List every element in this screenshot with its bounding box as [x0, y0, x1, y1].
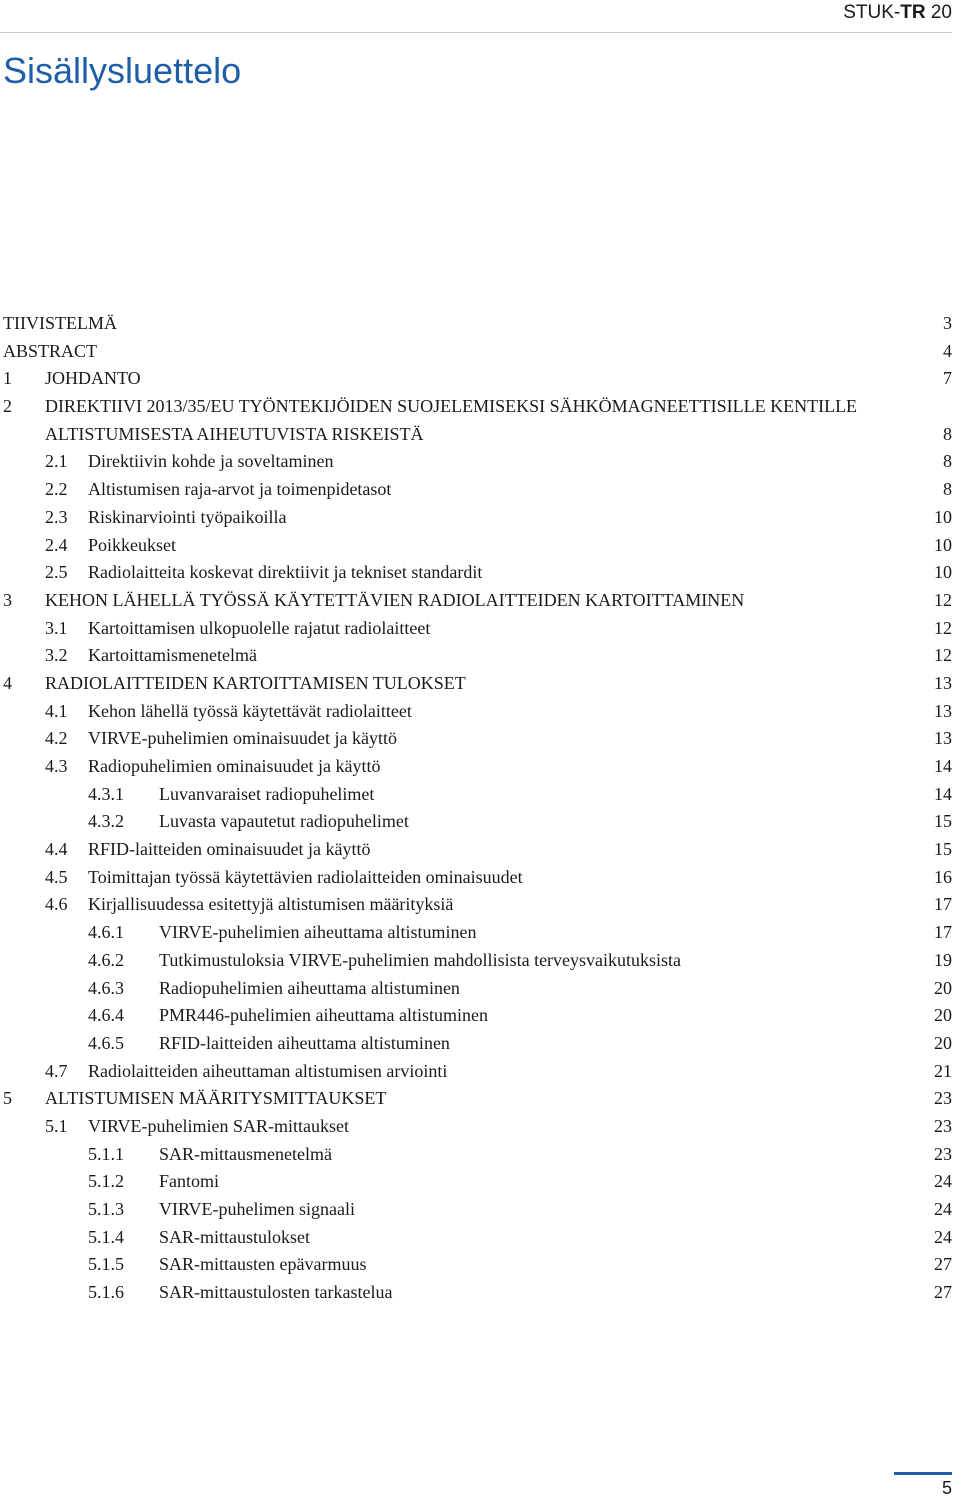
toc-entry-title: Poikkeukset [88, 534, 176, 555]
toc-entry-page: 3 [943, 313, 952, 333]
toc-entry[interactable] [0, 1030, 960, 1058]
toc-entry-page: 17 [934, 922, 952, 943]
toc-entry-page: 20 [934, 1005, 952, 1026]
toc-entry-title: Direktiivin kohde ja soveltaminen [88, 451, 334, 472]
toc-entry-page: 12 [934, 589, 952, 610]
toc-entry-page: 10 [934, 506, 952, 527]
toc-entry-page: 15 [934, 811, 952, 832]
toc-entry[interactable] [0, 947, 960, 975]
toc-entry[interactable] [0, 808, 960, 836]
toc-entry-title: VIRVE-puhelimen signaali [159, 1199, 356, 1220]
toc-entry[interactable] [0, 670, 960, 698]
toc-entry-title: Riskinarviointi työpaikoilla [88, 506, 287, 527]
toc-entry[interactable] [0, 1058, 960, 1086]
toc-entry-number: 4.7 [45, 1060, 68, 1081]
toc-entry-page: 14 [934, 783, 952, 804]
toc-entry-title: Altistumisen raja-arvot ja toimenpidetasot [88, 479, 392, 500]
toc-entry-page: 27 [934, 1282, 952, 1303]
toc-entry-number: 5.1 [45, 1115, 68, 1136]
toc-entry-page: 23 [934, 1115, 952, 1136]
toc-entry[interactable] [0, 975, 960, 1003]
toc-entry-title: Kartoittamisen ulkopuolelle rajatut radiolaitteet [88, 617, 431, 638]
page-number: 5 [941, 1478, 952, 1498]
toc-entry-title: ABSTRACT [3, 340, 98, 361]
toc-entry-number: 4.6.5 [88, 1032, 124, 1053]
toc-entry-page: 7 [943, 368, 952, 389]
toc-entry-title: VIRVE-puhelimien aiheuttama altistuminen [159, 922, 477, 943]
toc-entry-title: SAR-mittausten epävarmuus [159, 1254, 367, 1275]
table-of-contents [0, 310, 960, 1307]
toc-entry-title: Luvasta vapautetut radiopuhelimet [159, 811, 409, 832]
toc-entry-page: 4 [943, 340, 952, 361]
toc-entry-title: Radiopuhelimien aiheuttama altistuminen [159, 977, 460, 998]
toc-entry-title: Kirjallisuudessa esitettyjä altistumisen määrityksiä [88, 894, 454, 915]
toc-entry-number: 5.1.5 [88, 1254, 124, 1275]
toc-entry-number: 5.1.2 [88, 1171, 124, 1192]
toc-entry-title: Radiolaitteiden aiheuttaman altistumisen arviointi [88, 1060, 448, 1081]
toc-entry-title: SAR-mittausmenetelmä [159, 1143, 332, 1164]
toc-entry-title: Luvanvaraiset radiopuhelimet [159, 783, 375, 804]
toc-entry-page: 19 [934, 949, 952, 970]
toc-entry-number: 5.1.1 [88, 1143, 124, 1164]
toc-entry-title: SAR-mittaustulosten tarkastelua [159, 1282, 393, 1303]
toc-entry[interactable] [0, 919, 960, 947]
toc-entry-title: DIREKTIIVI 2013/35/EU TYÖNTEKIJÖIDEN SUOJELEMISEKSI SÄHKÖMAGNEETTISILLE KENTILLE ALTISTUMISESTA AIHEUTUVISTA RISKEISTÄ [45, 396, 858, 444]
toc-entry-number: 3 [3, 589, 12, 610]
toc-entry[interactable] [0, 504, 960, 532]
toc-entry-number: 3.1 [45, 617, 68, 638]
series-number: 20 [925, 2, 952, 23]
toc-entry-page: 21 [934, 1060, 952, 1081]
toc-entry[interactable] [0, 1085, 960, 1113]
toc-entry[interactable] [0, 864, 960, 892]
toc-entry-page: 14 [934, 756, 952, 777]
toc-entry-page: 24 [934, 1199, 952, 1220]
toc-entry[interactable] [0, 836, 960, 864]
toc-entry[interactable] [0, 642, 960, 670]
toc-entry-title: Kehon lähellä työssä käytettävät radiolaitteet [88, 700, 412, 721]
series-prefix: STUK- [843, 2, 901, 23]
toc-entry-page: 24 [934, 1226, 952, 1247]
toc-entry-number: 2.5 [45, 562, 68, 583]
toc-entry-number: 2.4 [45, 534, 68, 555]
toc-entry[interactable] [0, 1168, 960, 1196]
toc-entry-number: 4.6.4 [88, 1005, 124, 1026]
toc-entry-title: ALTISTUMISEN MÄÄRITYSMITTAUKSET [45, 1088, 387, 1109]
toc-entry-page: 23 [934, 1143, 952, 1164]
toc-entry-title: Fantomi [159, 1171, 220, 1192]
toc-entry-page: 8 [943, 451, 952, 472]
toc-entry-title: RFID-laitteiden aiheuttama altistuminen [159, 1032, 450, 1053]
toc-entry[interactable] [0, 725, 960, 753]
series-bold: TR [900, 2, 926, 23]
toc-entry-number: 4.6.2 [88, 949, 124, 970]
toc-entry-title: KEHON LÄHELLÄ TYÖSSÄ KÄYTETTÄVIEN RADIOLAITTEIDEN KARTOITTAMINEN [45, 589, 745, 610]
toc-entry-page: 27 [934, 1254, 952, 1275]
toc-entry-number: 2.3 [45, 506, 68, 527]
toc-entry-number: 2.2 [45, 479, 68, 500]
toc-entry-title: Radiopuhelimien ominaisuudet ja käyttö [88, 756, 381, 777]
toc-entry[interactable] [0, 891, 960, 919]
toc-entry-number: 4.6 [45, 894, 68, 915]
toc-entry-number: 4.3 [45, 756, 68, 777]
toc-entry-title: Tutkimustuloksia VIRVE-puhelimien mahdollisista terveysvaikutuksista [159, 949, 682, 970]
toc-entry[interactable] [0, 1196, 960, 1224]
toc-entry-title: VIRVE-puhelimien ominaisuudet ja käyttö [88, 728, 397, 749]
toc-entry-page: 13 [934, 728, 952, 749]
toc-entry-title: VIRVE-puhelimien SAR-mittaukset [88, 1115, 350, 1136]
toc-entry-page: 10 [934, 534, 952, 555]
toc-entry[interactable] [0, 365, 960, 393]
page-title: Sisällysluettelo [3, 50, 242, 91]
toc-entry[interactable] [0, 532, 960, 560]
header-rule [0, 0, 952, 33]
toc-entry[interactable] [0, 781, 960, 809]
toc-entry[interactable] [0, 1113, 960, 1141]
toc-entry-page: 8 [943, 479, 952, 500]
toc-entry-title: TIIVISTELMÄ [3, 313, 117, 333]
toc-entry[interactable] [0, 1002, 960, 1030]
toc-entry-page: 20 [934, 977, 952, 998]
toc-entry-page: 24 [934, 1171, 952, 1192]
toc-entry[interactable] [0, 1141, 960, 1169]
toc-entry-page: 13 [934, 700, 952, 721]
toc-entry-page: 12 [934, 617, 952, 638]
toc-entry-title: JOHDANTO [45, 368, 141, 389]
toc-entry-page: 12 [934, 645, 952, 666]
toc-entry[interactable] [0, 615, 960, 643]
toc-entry[interactable] [0, 393, 960, 448]
toc-entry-page: 8 [943, 423, 952, 444]
toc-entry-page: 13 [934, 672, 952, 693]
toc-entry[interactable] [0, 559, 960, 587]
toc-entry[interactable] [0, 448, 960, 476]
toc-entry-number: 1 [3, 368, 12, 389]
toc-entry[interactable] [0, 1251, 960, 1279]
toc-entry-page: 23 [934, 1088, 952, 1109]
toc-entry[interactable] [0, 753, 960, 781]
toc-entry-number: 4.4 [45, 839, 68, 860]
toc-entry-number: 5.1.4 [88, 1226, 124, 1247]
toc-entry[interactable] [0, 1224, 960, 1252]
toc-entry-number: 5 [3, 1088, 12, 1109]
toc-entry-number: 4.6.1 [88, 922, 124, 943]
toc-entry-number: 5.1.6 [88, 1282, 124, 1303]
toc-entry[interactable] [0, 476, 960, 504]
toc-entry-title: SAR-mittaustulokset [159, 1226, 311, 1247]
toc-entry-number: 4 [3, 672, 12, 693]
toc-entry[interactable] [0, 698, 960, 726]
toc-entry[interactable] [0, 587, 960, 615]
toc-entry-title: RADIOLAITTEIDEN KARTOITTAMISEN TULOKSET [45, 672, 466, 693]
toc-entry-number: 4.5 [45, 866, 68, 887]
toc-entry-number: 4.3.1 [88, 783, 124, 804]
toc-entry-number: 2 [3, 396, 12, 417]
toc-entry[interactable] [0, 338, 960, 366]
toc-entry-title: Radiolaitteita koskevat direktiivit ja tekniset standardit [88, 562, 483, 583]
series-label [843, 2, 952, 24]
toc-entry-number: 4.3.2 [88, 811, 124, 832]
toc-entry-number: 5.1.3 [88, 1199, 124, 1220]
toc-entry-title: Kartoittamismenetelmä [88, 645, 257, 666]
toc-entry-page: 15 [934, 839, 952, 860]
toc-entry-number: 4.1 [45, 700, 68, 721]
toc-entry[interactable] [0, 310, 960, 338]
toc-entry-number: 4.2 [45, 728, 68, 749]
toc-entry-number: 2.1 [45, 451, 68, 472]
toc-entry[interactable] [0, 1279, 960, 1307]
toc-entry-page: 20 [934, 1032, 952, 1053]
toc-entry-page: 10 [934, 562, 952, 583]
toc-entry-page: 17 [934, 894, 952, 915]
toc-entry-title: PMR446-puhelimien aiheuttama altistuminen [159, 1005, 488, 1026]
footer-accent-bar [894, 1472, 952, 1475]
toc-entry-title: Toimittajan työssä käytettävien radiolaitteiden ominaisuudet [88, 866, 523, 887]
toc-entry-number: 4.6.3 [88, 977, 124, 998]
toc-entry-title: RFID-laitteiden ominaisuudet ja käyttö [88, 839, 371, 860]
toc-entry-number: 3.2 [45, 645, 68, 666]
toc-entry-page: 16 [934, 866, 952, 887]
